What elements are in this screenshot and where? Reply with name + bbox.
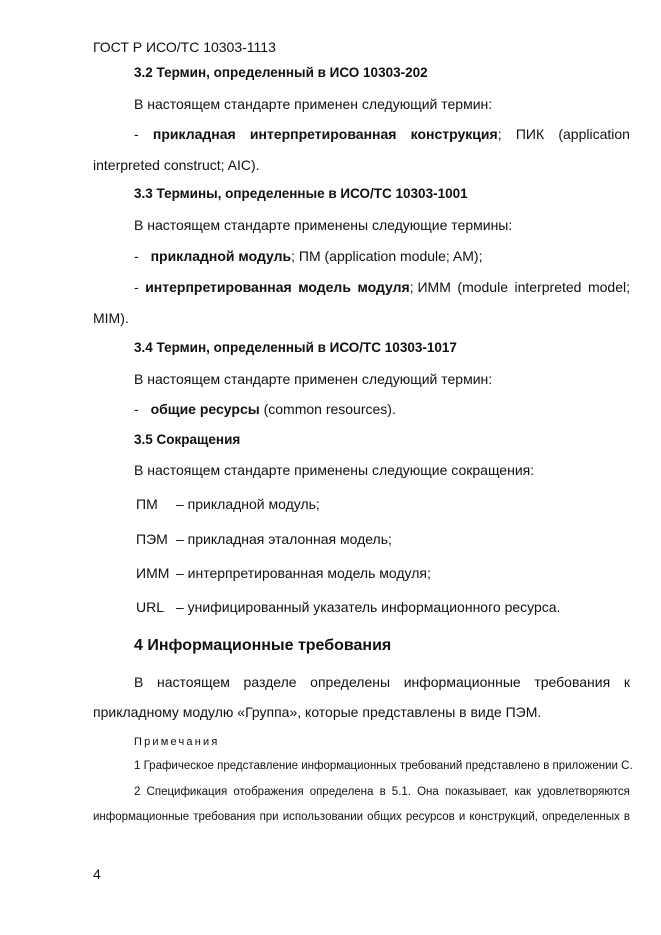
para-word: к — [623, 674, 630, 690]
note-word: как — [514, 786, 532, 798]
note-1: 1 Графическое представление информационных требований представлено в приложении С. — [134, 760, 633, 772]
note-word: конструкций, — [469, 811, 538, 823]
note-word: показывает, — [444, 786, 509, 798]
note-word: определена — [309, 786, 374, 798]
term-word: интерпретированная — [145, 279, 292, 295]
list-dash: - — [134, 126, 139, 142]
note-word: и — [458, 811, 466, 823]
abbreviation-row — [136, 598, 616, 616]
note-word: Она — [417, 786, 439, 798]
note-word: информационные — [93, 811, 190, 823]
note-word: требования — [193, 811, 256, 823]
document-header: ГОСТ Р ИСО/ТС 10303-1113 — [93, 39, 276, 55]
section-3-3-term-continuation: MIM). — [93, 310, 129, 326]
note-word: в — [623, 811, 630, 823]
abbreviation-key: ИММ — [136, 565, 170, 581]
term-semicolon: ; — [497, 126, 502, 142]
section-3-5-intro: В настоящем стандарте применены следующие сокращения: — [134, 462, 535, 478]
term-word: интерпретированная — [249, 126, 397, 142]
note-word: отображения — [233, 786, 304, 798]
abbreviation-value: – прикладная эталонная модель; — [176, 531, 392, 547]
abbreviation-value: – интерпретированная модель модуля; — [176, 565, 431, 581]
note-word: 2 — [134, 786, 141, 798]
list-dash: - — [134, 401, 139, 417]
abbreviation-row — [136, 530, 616, 548]
list-dash: - — [134, 248, 139, 264]
term-english: (module — [457, 279, 508, 295]
section-4-paragraph-line-1 — [134, 673, 630, 691]
term-english: interpreted — [514, 279, 582, 295]
note-2-line-2 — [93, 808, 630, 826]
section-3-3-term-item-2 — [134, 278, 630, 296]
section-3-2-term-item — [134, 125, 630, 143]
term-word: прикладная — [152, 126, 236, 142]
note-2-line-1 — [134, 783, 630, 801]
section-3-2-heading: 3.2 Термин, определенный в ИСО 10303-202 — [134, 65, 428, 80]
note-word: использовании — [282, 811, 364, 823]
term-rest: (common resources). — [259, 401, 396, 417]
section-3-3-term-item-1 — [134, 247, 482, 265]
para-word: информационные — [403, 674, 521, 690]
note-word: определенных — [542, 811, 620, 823]
abbreviation-value: – унифицированный указатель информационного ресурса. — [176, 599, 561, 615]
section-3-2-intro: В настоящем стандарте применен следующий термин: — [134, 96, 493, 112]
term-word: модуля — [357, 279, 410, 295]
section-4-heading: 4 Информационные требования — [134, 637, 392, 654]
section-3-5-heading: 3.5 Сокращения — [134, 432, 241, 447]
abbreviation-value: – прикладной модуль; — [176, 496, 320, 512]
term-name: общие ресурсы — [150, 401, 260, 417]
section-3-4-heading: 3.4 Термин, определенный в ИСО/ТС 10303-1017 — [134, 340, 457, 355]
section-4-paragraph-line-2: прикладному модулю «Группа», которые представлены в виде ПЭМ. — [93, 704, 542, 720]
note-word: Спецификация — [146, 786, 228, 798]
section-3-3-intro: В настоящем стандарте применены следующие термины: — [134, 217, 513, 233]
para-word: требования — [534, 674, 611, 690]
note-word: при — [259, 811, 279, 823]
abbreviation-row — [136, 495, 616, 513]
term-abbreviation: ПИК — [515, 126, 545, 142]
para-word: разделе — [243, 674, 297, 690]
para-word: настоящем — [156, 674, 230, 690]
abbreviation-key: ПЭМ — [136, 531, 168, 547]
term-english: model; — [587, 279, 630, 295]
para-word: определены — [310, 674, 391, 690]
page-number: 4 — [93, 866, 101, 882]
section-3-4-term-item — [134, 400, 396, 418]
term-name: прикладной модуль — [150, 248, 292, 264]
note-word: общих — [367, 811, 402, 823]
term-word: конструкция — [410, 126, 498, 142]
term-rest: ; ПМ (application module; AM); — [291, 248, 483, 264]
abbreviation-row — [136, 564, 616, 582]
term-abbreviation: ; ИММ — [409, 279, 451, 295]
section-3-3-heading: 3.3 Термины, определенные в ИСО/ТС 10303-1001 — [134, 186, 468, 201]
term-english: (application — [558, 126, 630, 142]
note-word: ресурсов — [405, 811, 455, 823]
section-3-4-intro: В настоящем стандарте применен следующий термин: — [134, 371, 493, 387]
term-word: модель — [298, 279, 351, 295]
abbreviation-key: ПМ — [136, 496, 158, 512]
note-word: в — [379, 786, 386, 798]
abbreviation-key: URL — [136, 599, 165, 615]
section-3-2-term-continuation: interpreted construct; AIC). — [93, 157, 260, 173]
list-dash: - — [134, 279, 139, 295]
notes-title: Примечания — [134, 736, 220, 748]
note-word: 5.1. — [391, 786, 411, 798]
para-word: В — [134, 674, 144, 690]
note-word: удовлетворяются — [537, 786, 630, 798]
